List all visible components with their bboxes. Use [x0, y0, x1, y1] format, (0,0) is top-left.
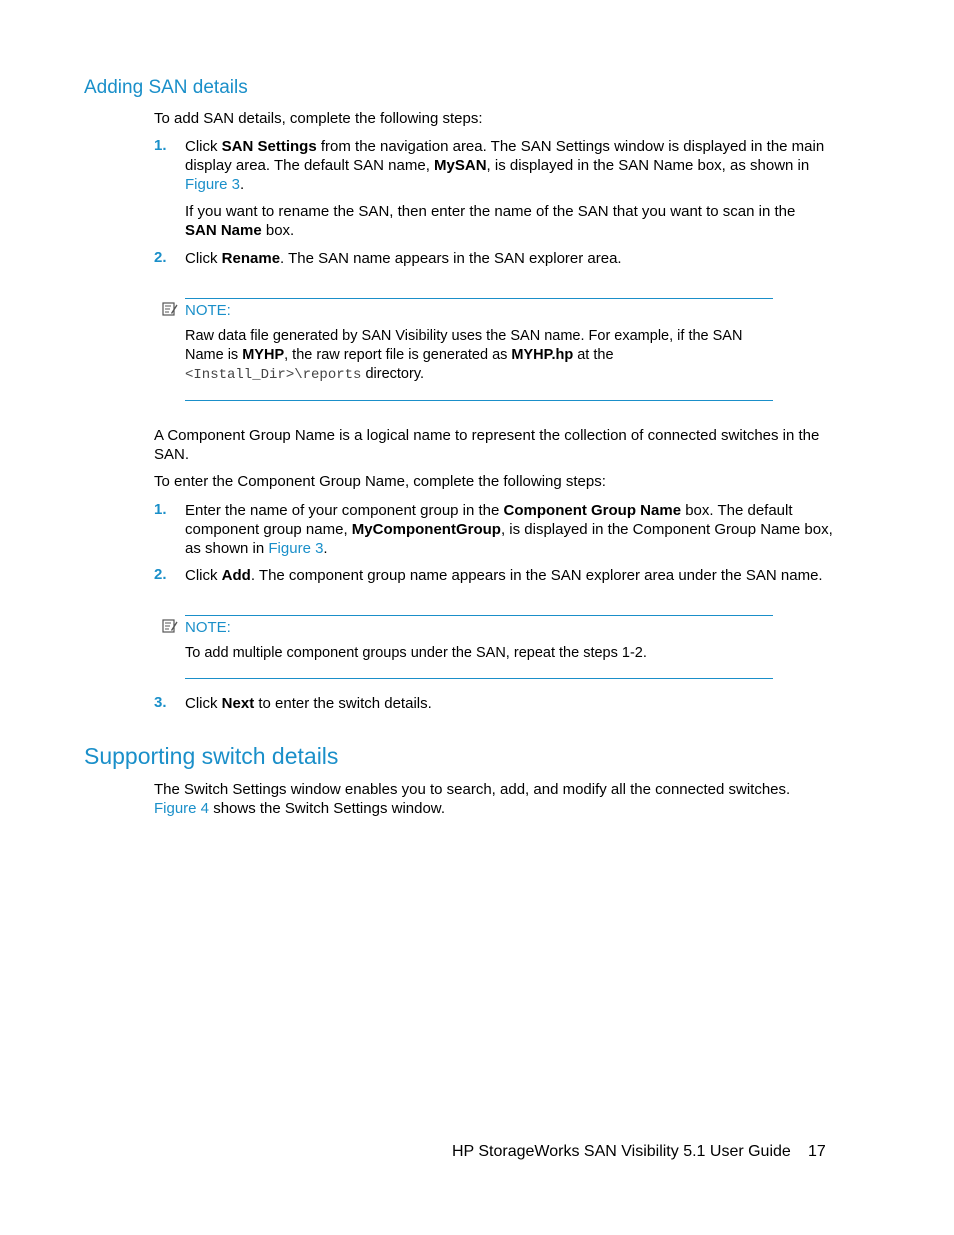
note-bottom-rule [185, 678, 773, 679]
page-number: 17 [808, 1143, 826, 1160]
step-number: 1. [154, 501, 167, 518]
step-1-subtext: If you want to rename the SAN, then enter the name of the SAN that you want to scan in the SAN Name box. [185, 203, 796, 239]
figure-3-link[interactable]: Figure 3 [185, 176, 241, 193]
step-number: 2. [154, 566, 167, 583]
note-1-text: Raw data file generated by SAN Visibility uses the SAN name. For example, if the SAN Name is MYHP, the raw report file is generated as MYHP.hp at the <Install_Dir>\reports directory. [185, 328, 743, 383]
install-dir-code: <Install_Dir>\reports [185, 367, 362, 383]
step-number: 3. [154, 694, 167, 711]
step-2-text: Click Rename. The SAN name appears in the SAN explorer area. [185, 250, 622, 267]
note-top-rule [185, 615, 773, 616]
step-number: 1. [154, 137, 167, 154]
section-heading-supporting-switch: Supporting switch details [84, 743, 339, 769]
note-pencil-icon [162, 618, 178, 634]
note-2-text: To add multiple component groups under the SAN, repeat the steps 1-2. [185, 645, 647, 661]
note-pencil-icon [162, 301, 178, 317]
note-label: NOTE: [185, 302, 231, 319]
component-group-steps-intro: To enter the Component Group Name, complete the following steps: [154, 473, 606, 490]
footer-guide-title: HP StorageWorks SAN Visibility 5.1 User Guide [452, 1143, 791, 1160]
note-bottom-rule [185, 400, 773, 401]
figure-4-link[interactable]: Figure 4 [154, 800, 210, 817]
step-3-text: Click Next to enter the switch details. [185, 695, 432, 712]
step-component-2-text: Click Add. The component group name appears in the SAN explorer area under the SAN name. [185, 567, 823, 584]
note-top-rule [185, 298, 773, 299]
figure-3-link[interactable]: Figure 3 [268, 540, 324, 557]
note-label: NOTE: [185, 619, 231, 636]
step-1-text: Click SAN Settings from the navigation area. The SAN Settings window is displayed in the main display area. The default SAN name, MySAN, is displayed in the SAN Name box, as shown in Figure 3. [185, 138, 825, 193]
step-component-1-text: Enter the name of your component group in the Component Group Name box. The default component group name, MyComponentGroup, is displayed in the Component Group Name box, as shown in Figure 3. [185, 502, 833, 557]
component-group-paragraph: A Component Group Name is a logical name to represent the collection of connected switches in the SAN. [154, 427, 820, 463]
section-heading-adding-san: Adding SAN details [84, 77, 248, 98]
step-number: 2. [154, 249, 167, 266]
switch-settings-paragraph: The Switch Settings window enables you to search, add, and modify all the connected switches. Figure 4 shows the Switch Settings window. [154, 781, 791, 817]
intro-paragraph: To add SAN details, complete the following steps: [154, 110, 483, 127]
